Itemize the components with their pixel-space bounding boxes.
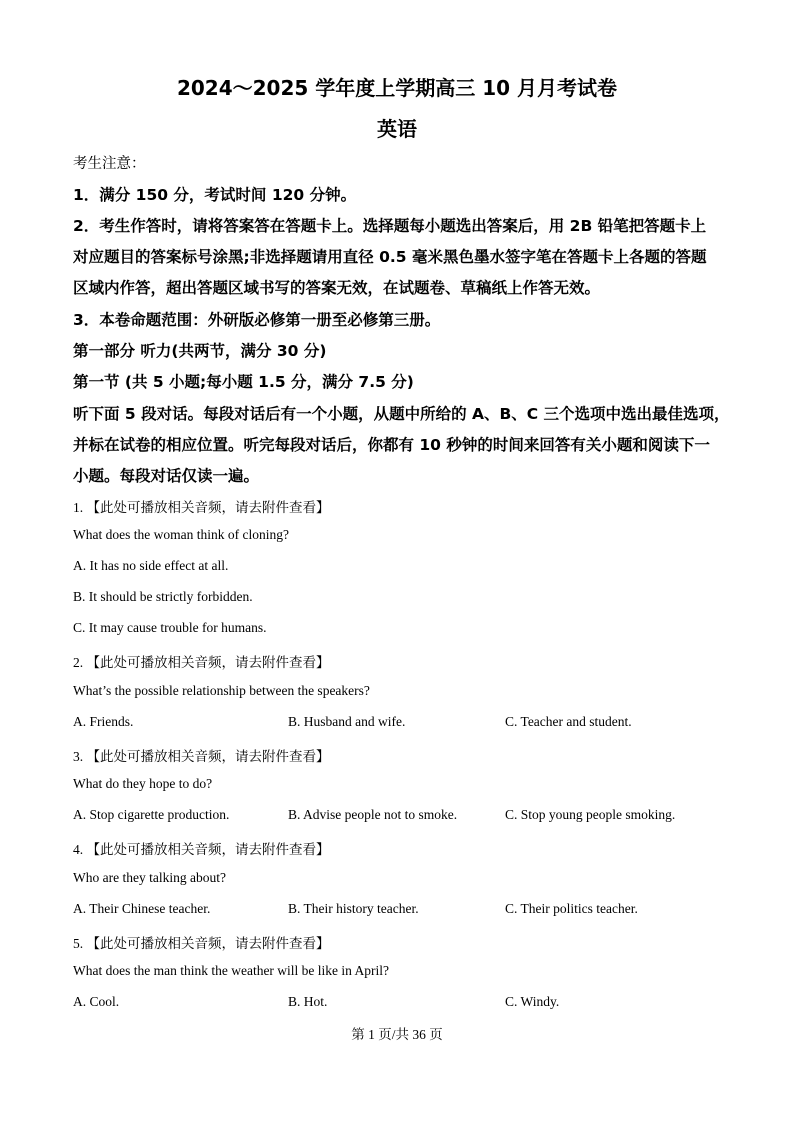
question-3-option-b: B. Advise people not to smoke.: [288, 807, 458, 822]
instructions-line-1: 听下面 5 段对话。每段对话后有一个小题，从题中所给的 A、B、C 三个选项中选出最佳选项，: [73, 405, 730, 423]
question-4-audio[interactable]: 4. 【此处可播放相关音频，请去附件查看】: [73, 842, 330, 857]
question-1-option-b: B. It should be strictly forbidden.: [73, 589, 253, 604]
question-3-audio[interactable]: 3. 【此处可播放相关音频，请去附件查看】: [73, 749, 330, 764]
question-1-option-a: A. It has no side effect at all.: [73, 558, 229, 573]
question-3-text: What do they hope to do?: [73, 776, 213, 791]
section1-heading: 第一节 (共 5 小题;每小题 1.5 分，满分 7.5 分): [73, 373, 414, 391]
question-2-option-a: A. Friends.: [73, 714, 134, 729]
question-5-option-a: A. Cool.: [73, 994, 120, 1009]
notice-item-2-line-3: 区域内作答，超出答题区域书写的答案无效，在试题卷、草稿纸上作答无效。: [73, 279, 601, 297]
question-5-option-b: B. Hot.: [288, 994, 328, 1009]
question-3-option-c: C. Stop young people smoking.: [505, 807, 676, 822]
question-2-text: What’s the possible relationship between the speakers?: [73, 683, 370, 698]
instructions-line-3: 小题。每段对话仅读一遍。: [73, 467, 260, 485]
question-4-option-b: B. Their history teacher.: [288, 901, 419, 916]
question-1-option-c: C. It may cause trouble for humans.: [73, 620, 267, 635]
exam-title: 2024～2025 学年度上学期高三 10 月月考试卷: [176, 76, 618, 100]
question-5-option-c: C. Windy.: [505, 994, 560, 1009]
question-4-option-a: A. Their Chinese teacher.: [73, 901, 211, 916]
notice-item-2-line-1: 2．考生作答时，请将答案答在答题卡上。选择题每小题选出答案后，用 2B 铅笔把答题卡上: [73, 217, 707, 235]
subject-title: 英语: [377, 117, 417, 141]
notice-item-3: 3．本卷命题范围：外研版必修第一册至必修第三册。: [73, 311, 441, 329]
notice-heading: 考生注意：: [73, 156, 146, 172]
question-1-audio[interactable]: 1. 【此处可播放相关音频，请去附件查看】: [73, 500, 330, 515]
notice-item-1: 1．满分 150 分，考试时间 120 分钟。: [73, 186, 357, 204]
question-5-text: What does the man think the weather will be like in April?: [73, 963, 390, 978]
question-4-option-c: C. Their politics teacher.: [505, 901, 638, 916]
question-2-option-c: C. Teacher and student.: [505, 714, 632, 729]
question-2-audio[interactable]: 2. 【此处可播放相关音频，请去附件查看】: [73, 655, 330, 670]
question-5-audio[interactable]: 5. 【此处可播放相关音频，请去附件查看】: [73, 936, 330, 951]
part1-heading: 第一部分 听力(共两节，满分 30 分): [73, 342, 327, 360]
question-1-text: What does the woman think of cloning?: [73, 527, 289, 542]
instructions-line-2: 并标在试卷的相应位置。听完每段对话后，你都有 10 秒钟的时间来回答有关小题和阅读下一: [73, 436, 710, 454]
notice-item-2-line-2: 对应题目的答案标号涂黑;非选择题请用直径 0.5 毫米黑色墨水签字笔在答题卡上各题的答题: [73, 248, 707, 266]
question-4-text: Who are they talking about?: [73, 870, 226, 885]
question-3-option-a: A. Stop cigarette production.: [73, 807, 230, 822]
question-2-option-b: B. Husband and wife.: [288, 714, 406, 729]
page-number: 第 1 页/共 36 页: [351, 1027, 443, 1042]
